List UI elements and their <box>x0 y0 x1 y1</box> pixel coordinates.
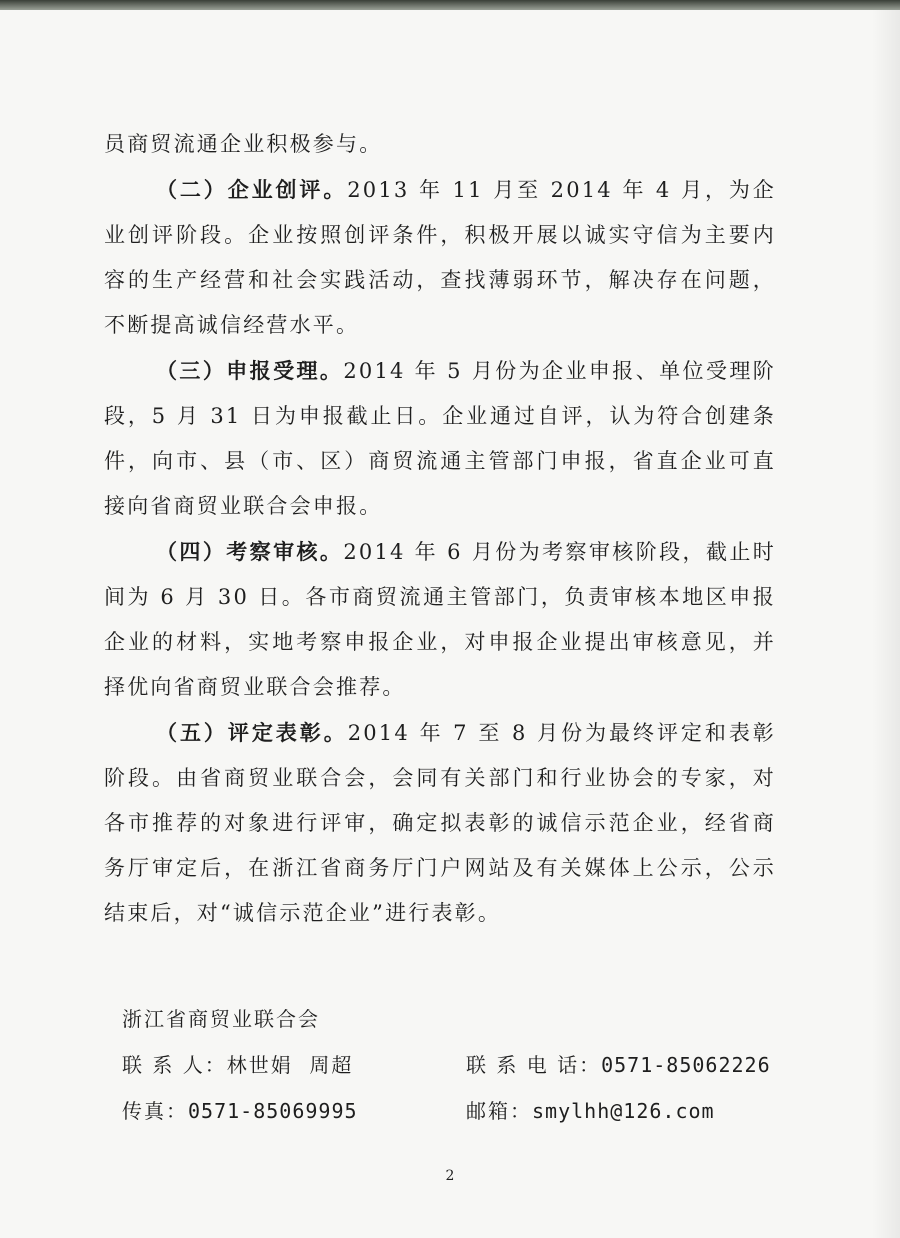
contact-label: 联 系 人： <box>122 1053 227 1077</box>
heading-application: （三）申报受理。 <box>156 358 344 383</box>
paragraph-enterprise-evaluation <box>104 167 776 348</box>
text-enterprise-evaluation: 2013 年 11 月至 2014 年 4 月，为企业创评阶段。企业按照创评条件，积极开展以诚实守信为主要内容的生产经营和社会实践活动，查找薄弱环节，解决存在问题，不断提高诚信经营水平。 <box>104 178 776 337</box>
heading-award: （五）评定表彰。 <box>156 720 348 745</box>
email-address: smylhh@126.com <box>532 1099 715 1123</box>
contact-email <box>466 1088 715 1134</box>
phone-label: 联 系 电 话： <box>466 1053 602 1077</box>
paragraph-application <box>104 348 776 529</box>
phone-number: 0571-85062226 <box>601 1053 771 1077</box>
text-award: 2014 年 7 至 8 月份为最终评定和表彰阶段。由省商贸业联合会，会同有关部门和行业协会的专家，对各市推荐的对象进行评审，确定拟表彰的诚信示范企业，经省商务厅审定后，在浙江省商务厅门户网站及有关媒体上公示，公示结束后，对“诚信示范企业”进行表彰。 <box>104 721 776 925</box>
text-review: 2014 年 6 月份为考察审核阶段，截止时间为 6 月 30 日。各市商贸流通主管部门，负责审核本地区申报企业的材料，实地考察申报企业，对申报企业提出审核意见，并择优向省商贸业联合会推荐。 <box>104 540 776 699</box>
paragraph-award <box>104 710 776 936</box>
heading-review: （四）考察审核。 <box>156 539 344 564</box>
page-number: 2 <box>445 1168 455 1184</box>
fax-label: 传真： <box>122 1099 188 1123</box>
paragraph-continuation: 员商贸流通企业积极参与。 <box>104 132 383 156</box>
organization-name: 浙江省商贸业联合会 <box>122 1007 320 1031</box>
email-label: 邮箱： <box>466 1099 532 1123</box>
contact-names: 林世娟 周超 <box>226 1053 354 1077</box>
contact-fax <box>122 1088 358 1134</box>
contact-person <box>122 1042 353 1088</box>
scan-top-edge <box>0 0 900 10</box>
document-body <box>104 122 776 936</box>
heading-enterprise-evaluation: （二）企业创评。 <box>156 177 348 202</box>
paragraph-review <box>104 529 776 710</box>
fax-number: 0571-85069995 <box>188 1099 358 1123</box>
text-application: 2014 年 5 月份为企业申报、单位受理阶段，5 月 31 日为申报截止日。企业通过自评，认为符合创建条件，向市、县（市、区）商贸流通主管部门申报，省直企业可直接向省商贸业联合会申报。 <box>104 359 776 518</box>
signature-block <box>122 996 782 1134</box>
contact-phone <box>466 1042 771 1088</box>
scan-right-shadow <box>872 10 900 1238</box>
